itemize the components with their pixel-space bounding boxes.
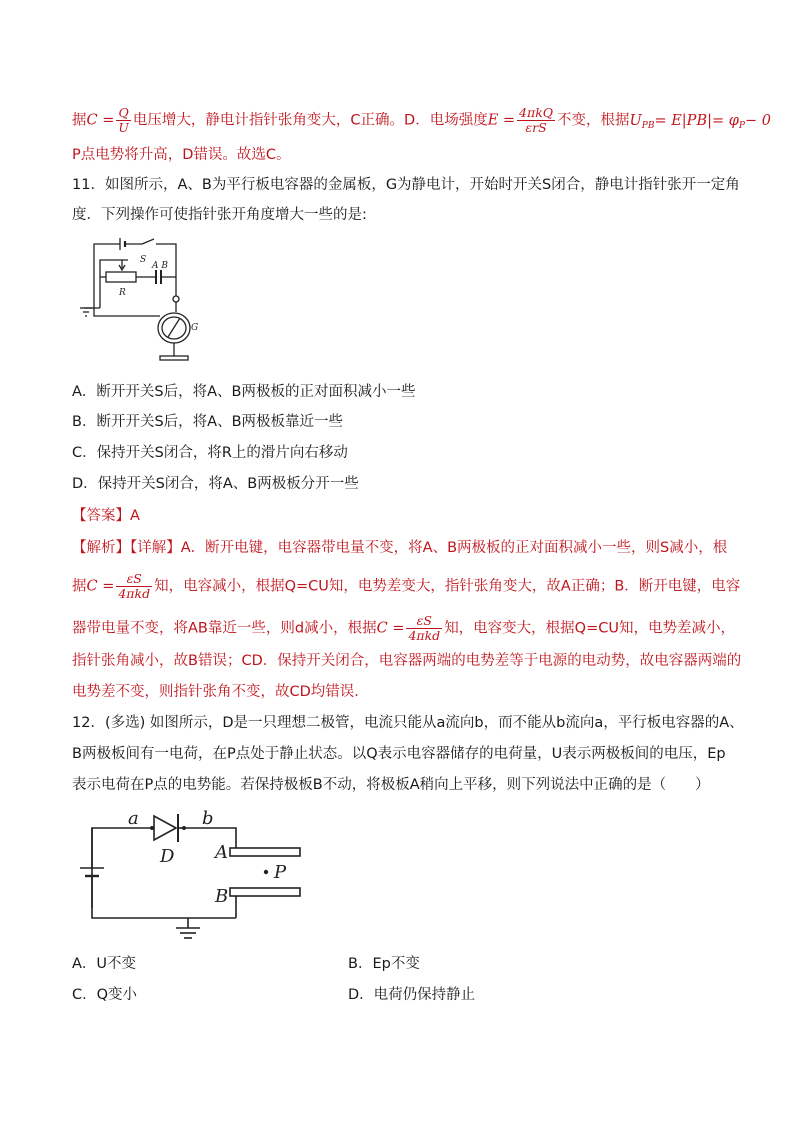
q11-option-a[interactable]: A．断开开关S后，将A、B两极板的正对面积减小一些 bbox=[72, 384, 416, 400]
q11-circuit-figure bbox=[70, 238, 210, 368]
q12-option-d[interactable]: D．电荷仍保持静止 bbox=[348, 987, 476, 1003]
frac-den: εrS bbox=[525, 120, 547, 135]
frac-num: εS bbox=[406, 614, 442, 629]
q12-circuit-figure bbox=[70, 808, 310, 944]
prev-text-b: 电压增大，静电计指针张角变大，C正确。D．电场强度 bbox=[132, 112, 488, 129]
fraction-q-over-u bbox=[116, 106, 131, 135]
q11-option-c[interactable]: C．保持开关S闭合，将R上的滑片向右移动 bbox=[72, 445, 348, 461]
prev-explanation-line1 bbox=[72, 106, 771, 136]
formula-e: E = bbox=[487, 112, 516, 129]
upb-rest: = E|PB|= φ bbox=[654, 112, 739, 129]
expl-text: 知，电容变大，根据Q=CU知，电势差减小， bbox=[444, 620, 735, 637]
fraction-e-field bbox=[517, 106, 555, 135]
formula-c: C = bbox=[86, 578, 115, 595]
fraction-es-4pikd bbox=[116, 572, 152, 601]
q11-explanation-line2 bbox=[72, 572, 740, 601]
phi-sub: P bbox=[738, 120, 745, 131]
fig-label-r: R bbox=[119, 288, 126, 298]
formula-upb bbox=[630, 113, 771, 129]
expl-text: 器带电量不变，将AB靠近一些，则d减小，根据 bbox=[72, 620, 377, 637]
fig-label-g: G bbox=[191, 323, 199, 333]
fig-label-a: a bbox=[128, 808, 139, 829]
fraction-es-4pikd bbox=[406, 614, 442, 643]
upb-sub: PB bbox=[641, 120, 655, 131]
q11-explanation-line5: 电势差不变，则指针张角不变，故CD均错误． bbox=[72, 684, 369, 700]
q12-option-a[interactable]: A．U不变 bbox=[72, 956, 137, 972]
q11-answer: 【答案】A bbox=[72, 508, 140, 524]
formula-c: C = bbox=[86, 112, 115, 129]
expl-text: 据 bbox=[72, 578, 87, 595]
frac-den: U bbox=[118, 120, 129, 135]
fig-label-plate-b: B bbox=[215, 886, 229, 907]
upb-u: U bbox=[629, 112, 642, 129]
q11-stem-line2: 度．下列操作可使指针张开角度增大一些的是: bbox=[72, 207, 367, 223]
q12-option-c[interactable]: C．Q变小 bbox=[72, 987, 138, 1003]
frac-num: Q bbox=[116, 106, 131, 121]
q12-option-b[interactable]: B．Ep不变 bbox=[348, 956, 420, 972]
frac-num: εS bbox=[116, 572, 152, 587]
prev-explanation-line2: P点电势将升高，D错误。故选C。 bbox=[72, 147, 291, 163]
q12-stem-line3: 表示电荷在P点的电势能。若保持极板B不动，将极板A稍向上平移，则下列说法中正确的是（ ） bbox=[72, 777, 710, 793]
frac-num: 4πkQ bbox=[519, 105, 554, 120]
frac-den: 4πkd bbox=[408, 628, 441, 643]
formula-c: C = bbox=[376, 620, 405, 637]
fig-label-d: D bbox=[160, 846, 175, 867]
q11-explanation-line1: 【解析】【详解】A．断开电键，电容器带电量不变，将A、B两极板的正对面积减小一些，则S减小，根 bbox=[72, 540, 728, 556]
frac-den: 4πkd bbox=[118, 586, 151, 601]
minus-zero: − 0 bbox=[744, 112, 771, 129]
q11-explanation-line4: 指针张角减小，故B错误；CD．保持开关闭合，电容器两端的电势差等于电源的电动势，故电容器两端的 bbox=[72, 653, 742, 669]
fig-label-ab: A B bbox=[152, 261, 168, 271]
q11-explanation-line3 bbox=[72, 614, 735, 643]
expl-text: 知，电容减小，根据Q=CU知，电势差变大，指针张角变大，故A正确；B．断开电键，电容 bbox=[154, 578, 741, 595]
prev-text-a: 据 bbox=[72, 112, 87, 129]
prev-text-c: 不变，根据 bbox=[557, 112, 630, 129]
q11-stem-line1: 11．如图所示，A、B为平行板电容器的金属板，G为静电计，开始时开关S闭合，静电计指针张开一定角 bbox=[72, 177, 740, 193]
fig-label-b: b bbox=[202, 808, 214, 829]
fig-label-p: P bbox=[274, 862, 287, 883]
q12-stem-line1: 12．(多选) 如图所示，D是一只理想二极管，电流只能从a流向b，而不能从b流向a，平行板电容器的A、 bbox=[72, 715, 744, 731]
fig-label-plate-a: A bbox=[215, 842, 228, 863]
fig-label-s: S bbox=[140, 255, 147, 265]
q12-stem-line2: B两极板间有一电荷，在P点处于静止状态。以Q表示电容器储存的电荷量，U表示两极板间的电压，Ep bbox=[72, 746, 726, 762]
q11-option-d[interactable]: D．保持开关S闭合，将A、B两极板分开一些 bbox=[72, 476, 359, 492]
q11-option-b[interactable]: B．断开开关S后，将A、B两极板靠近一些 bbox=[72, 414, 344, 430]
